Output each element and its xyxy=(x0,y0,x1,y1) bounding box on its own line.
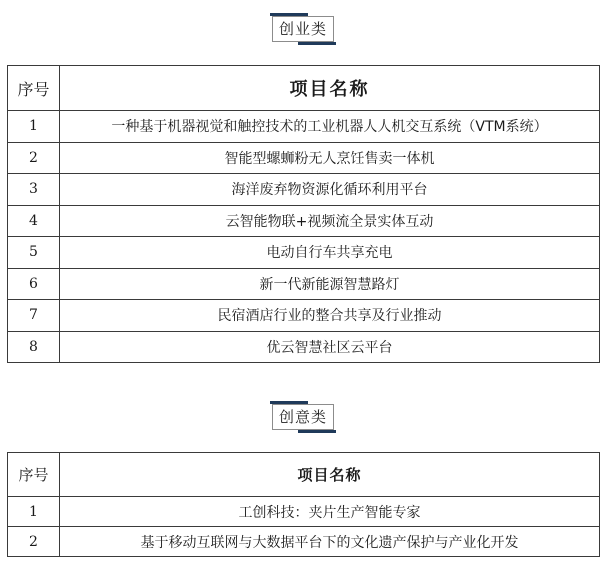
row-project-name: 云智能物联+视频流全景实体互动 xyxy=(60,205,600,237)
row-project-name: 新一代新能源智慧路灯 xyxy=(60,268,600,300)
table-header-row xyxy=(8,66,600,111)
row-seq: 1 xyxy=(8,497,60,527)
table-row xyxy=(8,111,600,143)
row-project-name: 海洋废弃物资源化循环利用平台 xyxy=(60,174,600,206)
table-row xyxy=(8,205,600,237)
row-project-name: 民宿酒店行业的整合共享及行业推动 xyxy=(60,300,600,332)
row-seq: 7 xyxy=(8,300,60,332)
section-title-creative: 创意类 xyxy=(272,404,334,430)
row-seq: 1 xyxy=(8,111,60,143)
row-seq: 2 xyxy=(8,527,60,557)
table-row xyxy=(8,268,600,300)
row-project-name: 基于移动互联网与大数据平台下的文化遗产保护与产业化开发 xyxy=(60,527,600,557)
row-seq: 2 xyxy=(8,142,60,174)
row-project-name: 智能型螺蛳粉无人烹饪售卖一体机 xyxy=(60,142,600,174)
row-seq: 3 xyxy=(8,174,60,206)
creative-projects-table xyxy=(7,452,600,557)
row-project-name: 工创科技：夹片生产智能专家 xyxy=(60,497,600,527)
table-row xyxy=(8,300,600,332)
table-row xyxy=(8,497,600,527)
row-seq: 4 xyxy=(8,205,60,237)
column-header-seq: 序号 xyxy=(8,453,60,497)
table-row xyxy=(8,331,600,363)
table-header-row xyxy=(8,453,600,497)
section-title-entrepreneurship: 创业类 xyxy=(272,16,334,42)
column-header-seq: 序号 xyxy=(8,66,60,111)
row-seq: 5 xyxy=(8,237,60,269)
entrepreneurship-projects-table xyxy=(7,65,600,363)
table-row xyxy=(8,527,600,557)
row-project-name: 电动自行车共享充电 xyxy=(60,237,600,269)
row-seq: 8 xyxy=(8,331,60,363)
table-row xyxy=(8,174,600,206)
table-row xyxy=(8,237,600,269)
table-row xyxy=(8,142,600,174)
column-header-project-name: 项目名称 xyxy=(60,66,600,111)
row-project-name: 一种基于机器视觉和触控技术的工业机器人人机交互系统（VTM系统） xyxy=(60,111,600,143)
row-project-name: 优云智慧社区云平台 xyxy=(60,331,600,363)
column-header-project-name: 项目名称 xyxy=(60,453,600,497)
row-seq: 6 xyxy=(8,268,60,300)
